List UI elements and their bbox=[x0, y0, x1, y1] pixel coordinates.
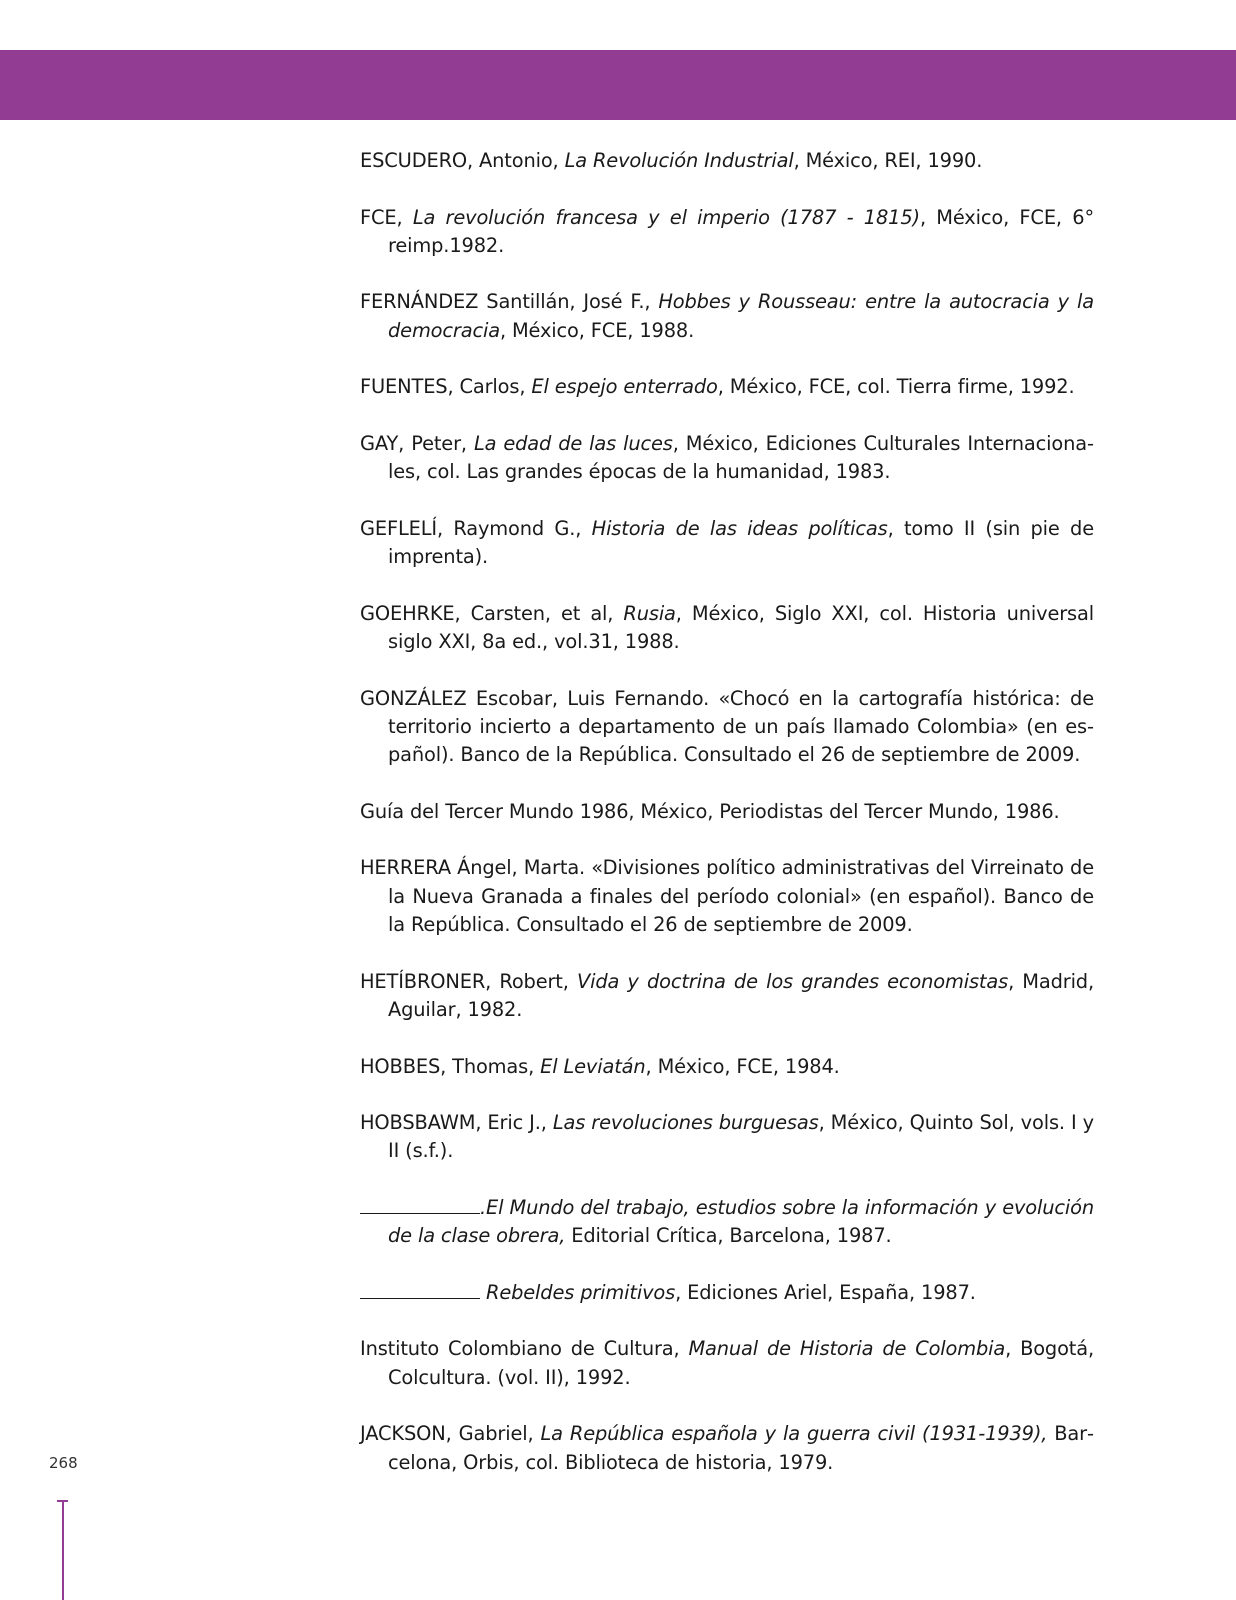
bibliography-entry bbox=[360, 1335, 1094, 1392]
entry-title: .El Mundo del trabajo, estudios sobre la información y evolución de la clase obrera, bbox=[388, 1195, 1094, 1248]
entry-text: Barcelona, Orbis, col. Biblioteca de historia, 1979. bbox=[388, 1422, 1094, 1474]
entry-title: Historia de las ideas políticas bbox=[591, 516, 888, 540]
bibliography-list bbox=[360, 147, 1094, 1505]
entry-text: Editorial Crítica, Barcelona, 1987. bbox=[565, 1224, 892, 1248]
entry-text: , tomo II (sin pie de imprenta). bbox=[388, 516, 1094, 569]
entry-text: GOEHRKE, Carsten, et al, bbox=[360, 601, 624, 625]
entry-text: FCE, bbox=[360, 205, 413, 229]
entry-text: HOBSBAWM, Eric J., bbox=[360, 1111, 553, 1135]
bibliography-entry bbox=[360, 968, 1094, 1025]
entry-title: La edad de las luces bbox=[473, 431, 673, 455]
entry-text: GONZÁLEZ Escobar, Luis Fernando. «Chocó en la cartografía histórica: de territorio incierto a departamento de un país llamado Colombia» (en español). Banco de la República. Consultado el 26 de septiembre de 2009. bbox=[360, 686, 1094, 767]
entry-text: HETÍBRONER, Robert, bbox=[360, 969, 577, 993]
entry-title: Vida y doctrina de los grandes economistas bbox=[576, 969, 1009, 993]
entry-text: , México, FCE, 1988. bbox=[499, 318, 695, 342]
entry-text: , México, Siglo XXI, col. Historia universal siglo XXI, 8a ed., vol.31, 1988. bbox=[388, 601, 1094, 654]
entry-title: La Revolución Industrial bbox=[564, 149, 794, 172]
entry-text: , México, FCE, 6° reimp.1982. bbox=[388, 205, 1094, 257]
entry-title: El Leviatán bbox=[540, 1054, 646, 1078]
entry-title: Manual de Historia de Colombia bbox=[688, 1337, 1006, 1361]
entry-text: HERRERA Ángel, Marta. «Divisiones político administrativas del Virreinato de la Nueva Granada a finales del período colonial» (en español). Banco de la República. Consultado el 26 de septiembre de 2009. bbox=[360, 856, 1094, 937]
bibliography-entry bbox=[360, 1420, 1094, 1477]
entry-text: HOBBES, Thomas, bbox=[360, 1054, 541, 1078]
bibliography-entry bbox=[360, 515, 1094, 572]
entry-text: GEFLELÍ, Raymond G., bbox=[360, 516, 592, 540]
bibliography-entry bbox=[360, 1194, 1094, 1251]
entry-title: Rusia bbox=[623, 601, 676, 625]
entry-text: FERNÁNDEZ Santillán, José F., bbox=[360, 290, 659, 314]
entry-title: Rebeldes primitivos bbox=[486, 1280, 676, 1304]
entry-title: La revolución francesa y el imperio (1787 - 1815) bbox=[412, 205, 920, 229]
entry-text: FUENTES, Carlos, bbox=[360, 375, 532, 399]
entry-text: GAY, Peter, bbox=[360, 431, 474, 455]
entry-text: , Bogotá, Colcultura. (vol. II), 1992. bbox=[388, 1337, 1095, 1389]
bibliography-entry bbox=[360, 1279, 1094, 1307]
entry-text: , México, REI, 1990. bbox=[793, 149, 983, 172]
entry-text: , México, FCE, col. Tierra firme, 1992. bbox=[717, 375, 1075, 399]
entry-text: , Ediciones Ariel, España, 1987. bbox=[675, 1280, 976, 1304]
entry-title: El espejo enterrado bbox=[531, 375, 718, 399]
page-number: 268 bbox=[49, 1454, 78, 1472]
bibliography-entry bbox=[360, 288, 1094, 345]
entry-text: Instituto Colombiano de Cultura, bbox=[360, 1337, 689, 1361]
bibliography-entry bbox=[360, 204, 1094, 261]
entry-text: Guía del Tercer Mundo 1986, México, Periodistas del Tercer Mundo, 1986. bbox=[360, 799, 1060, 823]
bibliography-entry bbox=[360, 685, 1094, 770]
bibliography-entry bbox=[360, 430, 1094, 487]
entry-text: JACKSON, Gabriel, bbox=[360, 1422, 541, 1446]
repeat-author-line bbox=[360, 1280, 480, 1299]
entry-text: , México, Quinto Sol, vols. I y II (s.f.). bbox=[388, 1111, 1094, 1163]
margin-mark-line bbox=[62, 1500, 64, 1600]
bibliography-entry bbox=[360, 798, 1094, 826]
entry-title: Las revoluciones burguesas bbox=[552, 1111, 819, 1135]
bibliography-entry bbox=[360, 373, 1094, 401]
header-band bbox=[0, 50, 1236, 120]
entry-text: ESCUDERO, Antonio, bbox=[360, 149, 565, 172]
bibliography-entry bbox=[360, 1109, 1094, 1166]
bibliography-entry bbox=[360, 854, 1094, 939]
entry-text: , México, Ediciones Culturales Internacionales, col. Las grandes épocas de la humanidad, 1983. bbox=[388, 431, 1094, 484]
entry-title: La República española y la guerra civil (1931-1939), bbox=[540, 1422, 1048, 1446]
entry-text: , México, FCE, 1984. bbox=[645, 1054, 840, 1078]
repeat-author-line bbox=[360, 1195, 480, 1214]
entry-text: , Madrid, Aguilar, 1982. bbox=[388, 969, 1094, 1021]
entry-title: Hobbes y Rousseau: entre la autocracia y la democracia bbox=[388, 290, 1094, 342]
bibliography-entry bbox=[360, 1053, 1094, 1081]
bibliography-entry bbox=[360, 600, 1094, 657]
bibliography-entry bbox=[360, 147, 1094, 175]
